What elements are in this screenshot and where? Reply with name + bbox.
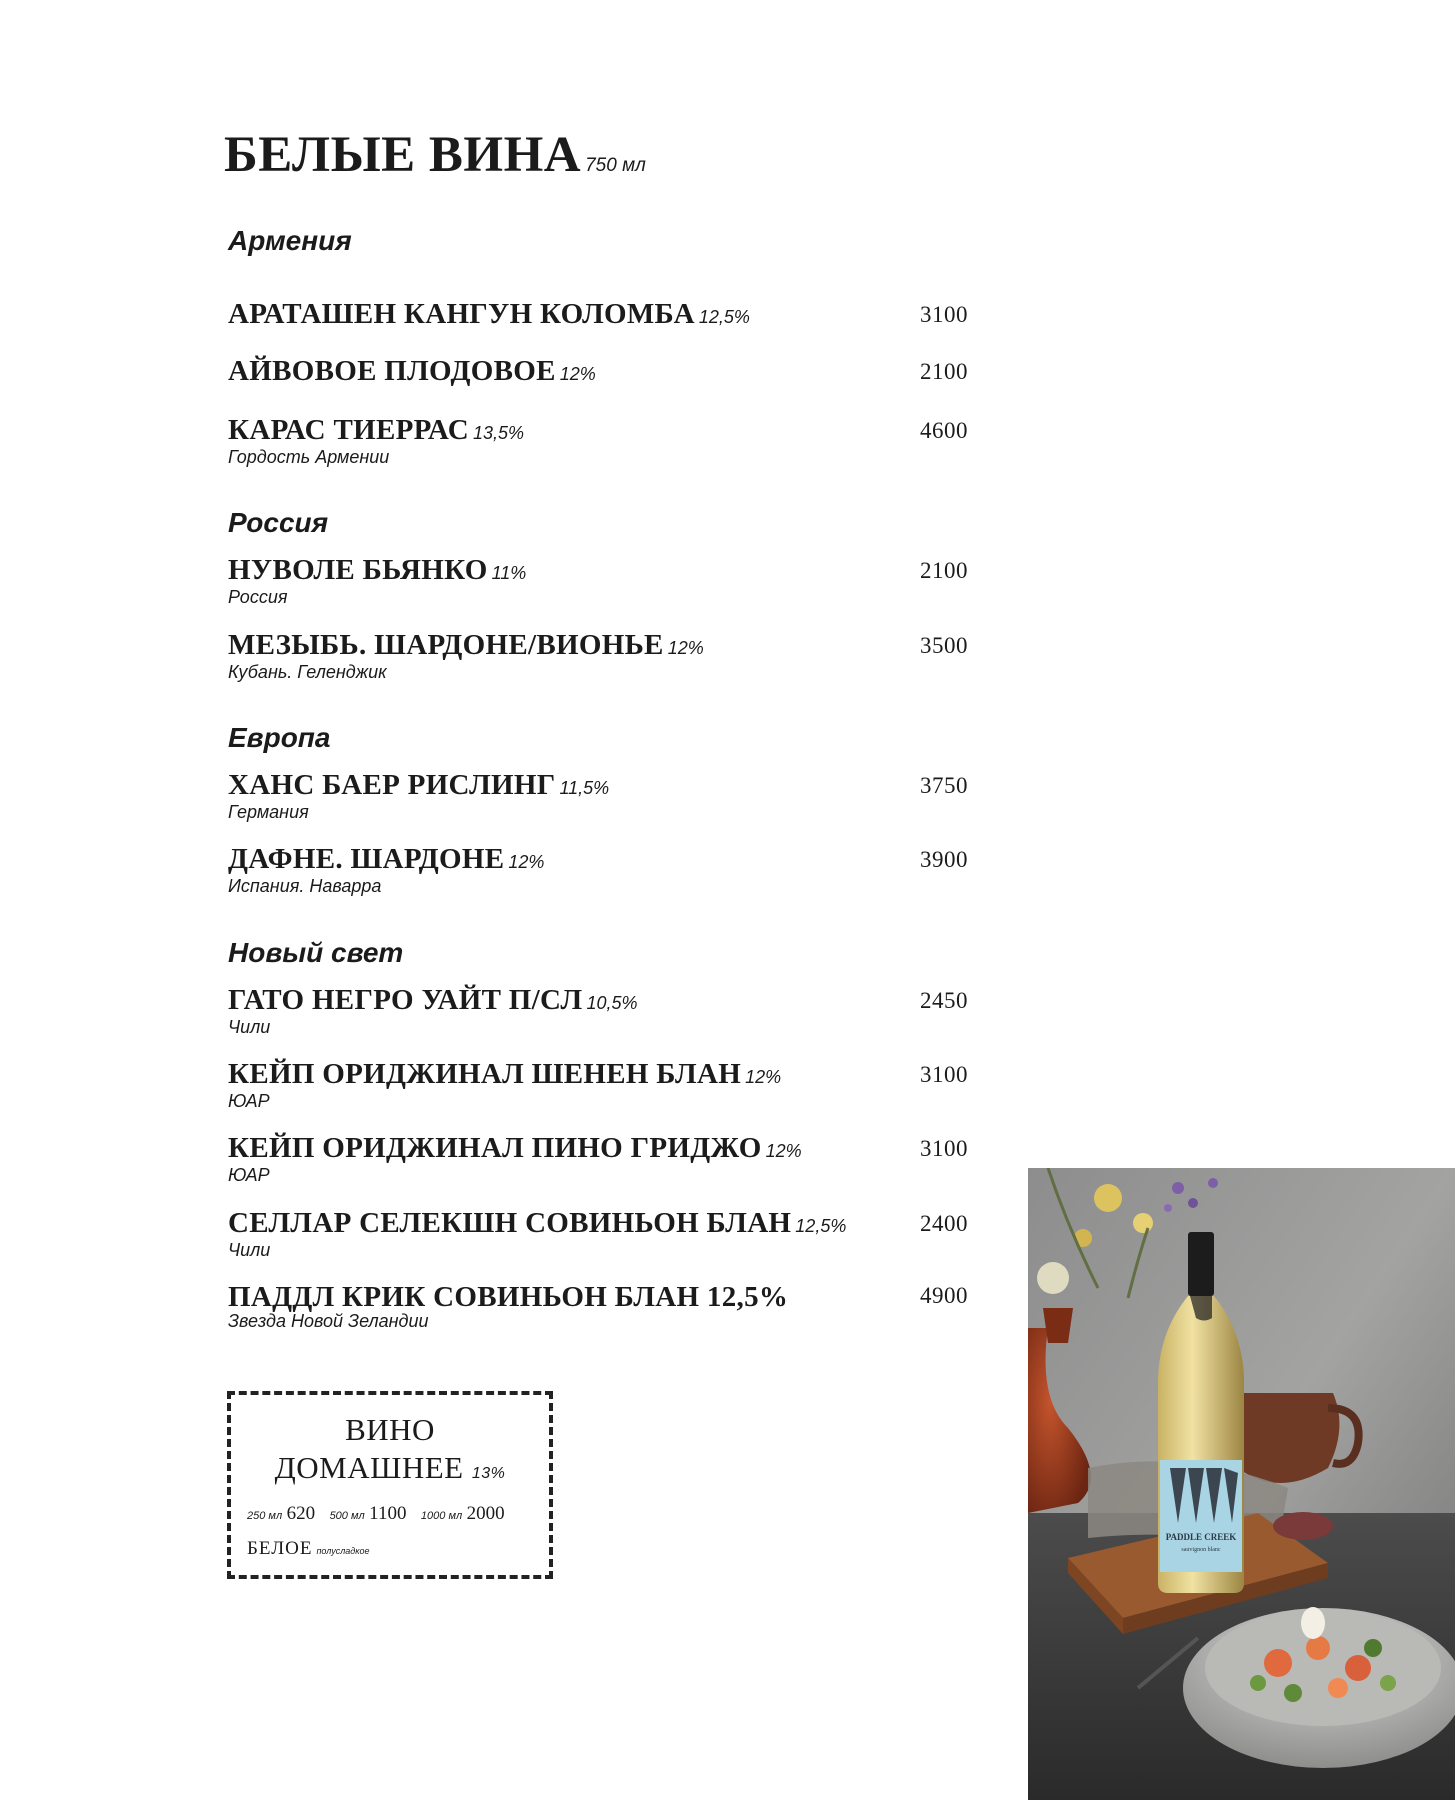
wine-item <box>228 769 968 822</box>
wine-origin: Чили <box>228 1240 271 1260</box>
wine-abv: 12% <box>667 638 704 658</box>
wine-name-line <box>228 1281 968 1313</box>
house-wine-type-line <box>247 1538 370 1560</box>
wine-item <box>228 843 968 896</box>
house-wine-title <box>231 1411 549 1493</box>
wine-name: ДАФНЕ. ШАРДОНЕ <box>228 843 505 875</box>
wine-name: АЙВОВОЕ ПЛОДОВОЕ <box>228 355 556 387</box>
wine-price: 4600 <box>920 418 968 443</box>
wine-price: 2400 <box>920 1211 968 1236</box>
wine-item <box>228 1058 968 1111</box>
wine-item <box>228 629 968 682</box>
wine-abv: 12% <box>745 1067 782 1087</box>
wine-name-line <box>228 1132 968 1167</box>
wine-abv: 12% <box>508 852 545 872</box>
wine-photo-illustration <box>1028 1168 1455 1800</box>
wine-price: 3500 <box>920 633 968 658</box>
house-wine-title-line2: ДОМАШНЕЕ <box>274 1450 464 1485</box>
house-wine-sizes <box>247 1503 505 1525</box>
wine-price: 3900 <box>920 847 968 872</box>
wine-name: НУВОЛЕ БЬЯНКО <box>228 554 488 586</box>
wine-origin: Чили <box>228 1017 271 1037</box>
wine-item <box>228 1132 968 1185</box>
house-wine-title-line2-wrap <box>231 1449 549 1493</box>
wine-name: ГАТО НЕГРО УАЙТ П/СЛ <box>228 984 583 1016</box>
wine-item <box>228 414 968 467</box>
wine-name: АРАТАШЕН КАНГУН КОЛОМБА <box>228 298 695 330</box>
wine-abv: 12,5% <box>795 1216 847 1236</box>
section-heading-armenia: Армения <box>228 225 352 256</box>
bottle-volume: 750 мл <box>585 155 646 176</box>
wine-item <box>228 298 968 333</box>
wine-item <box>228 984 968 1037</box>
wine-price: 4900 <box>920 1283 968 1308</box>
house-wine-type: БЕЛОЕ <box>247 1538 313 1559</box>
wine-name-line <box>228 414 968 449</box>
wine-price: 3750 <box>920 773 968 798</box>
section-heading-europe: Европа <box>228 722 331 753</box>
wine-name-line <box>228 1207 968 1242</box>
house-wine-box <box>227 1391 553 1579</box>
wine-name: ХАНС БАЕР РИСЛИНГ <box>228 769 556 801</box>
wine-abv: 10,5% <box>586 993 638 1013</box>
house-wine-size: 250 мл <box>247 1510 283 1522</box>
bottle-label-variety: sauvignon blanc <box>1181 1547 1221 1553</box>
house-wine-sweetness: полусладкое <box>316 1546 370 1556</box>
house-wine-abv: 13% <box>471 1465 506 1482</box>
wine-origin: ЮАР <box>228 1165 270 1185</box>
wine-origin: Испания. Наварра <box>228 876 382 896</box>
wine-item <box>228 554 968 607</box>
house-wine-price: 1100 <box>369 1503 407 1524</box>
bottle-label-brand: PADDLE CREEK <box>1165 1532 1237 1542</box>
wine-name: МЕЗЫБЬ. ШАРДОНЕ/ВИОНЬЕ <box>228 629 664 661</box>
wine-name-line <box>228 843 968 878</box>
wine-price: 2100 <box>920 359 968 384</box>
house-wine-price: 2000 <box>466 1503 505 1524</box>
wine-bottle-photo <box>1028 1168 1455 1800</box>
wine-name-line <box>228 298 968 333</box>
wine-abv: 12% <box>765 1141 802 1161</box>
page-title <box>224 126 646 184</box>
wine-name-line <box>228 554 968 589</box>
wine-origin: Гордость Армении <box>228 447 390 467</box>
wine-price: 3100 <box>920 1062 968 1087</box>
wine-name: КАРАС ТИЕРРАС <box>228 414 469 446</box>
house-wine-size: 500 мл <box>329 1510 365 1522</box>
wine-abv: 12,5% <box>698 307 750 327</box>
wine-name: КЕЙП ОРИДЖИНАЛ ПИНО ГРИДЖО <box>228 1132 762 1164</box>
wine-price: 2450 <box>920 988 968 1013</box>
section-heading-new-world: Новый свет <box>228 937 404 968</box>
wine-origin: Германия <box>228 802 309 822</box>
wine-abv: 13,5% <box>472 423 525 443</box>
wine-abv: 11% <box>491 563 527 583</box>
wine-name-line <box>228 355 968 390</box>
wine-name-line <box>228 1058 968 1093</box>
wine-name-line <box>228 629 968 664</box>
wine-price: 3100 <box>920 1136 968 1161</box>
wine-name-line <box>228 984 968 1019</box>
wine-origin: Россия <box>228 587 288 607</box>
wine-item <box>228 1281 968 1331</box>
wine-item <box>228 355 968 390</box>
wine-item <box>228 1207 968 1260</box>
wine-name: СЕЛЛАР СЕЛЕКШН СОВИНЬОН БЛАН <box>228 1207 792 1239</box>
section-heading-russia: Россия <box>228 507 329 538</box>
wine-abv: 11,5% <box>559 778 610 798</box>
page-title-text: БЕЛЫЕ ВИНА <box>224 127 582 183</box>
house-wine-title-line1: ВИНО <box>345 1412 435 1447</box>
wine-origin: ЮАР <box>228 1091 270 1111</box>
wine-name-line <box>228 769 968 804</box>
wine-origin: Звезда Новой Зеландии <box>228 1311 429 1331</box>
wine-price: 2100 <box>920 558 968 583</box>
wine-price: 3100 <box>920 302 968 327</box>
wine-name: КЕЙП ОРИДЖИНАЛ ШЕНЕН БЛАН <box>228 1058 742 1090</box>
house-wine-price: 620 <box>286 1503 316 1524</box>
wine-name: ПАДДЛ КРИК СОВИНЬОН БЛАН 12,5% <box>228 1281 789 1313</box>
wine-abv: 12% <box>559 364 596 384</box>
house-wine-size: 1000 мл <box>420 1510 463 1522</box>
wine-origin: Кубань. Геленджик <box>228 662 387 682</box>
